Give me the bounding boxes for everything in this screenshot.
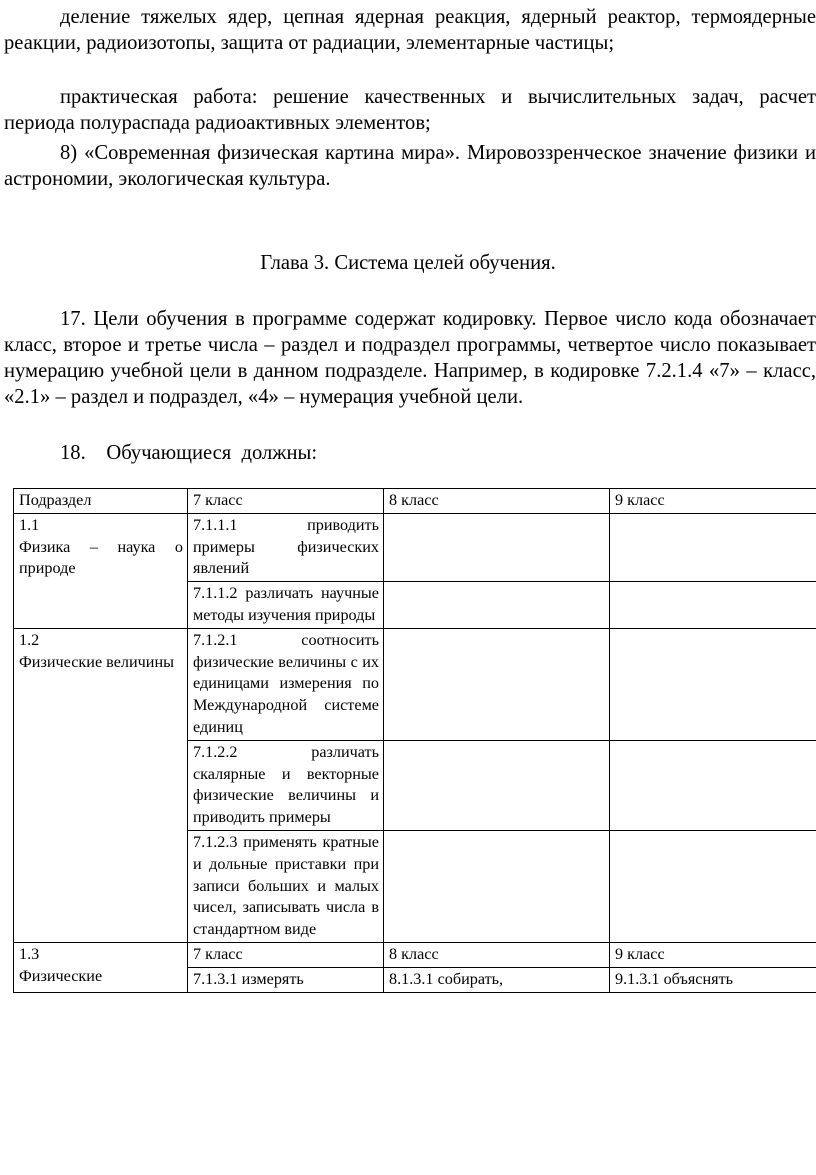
subsection-1-1: [14, 513, 188, 628]
empty-cell: [384, 582, 610, 629]
goal-7-1-2-1: 7.1.2.1 соотносить физические величины с их единицами измерения по Международной системе единиц: [188, 628, 384, 740]
header-grade-7: 7 класс: [188, 489, 384, 514]
empty-cell: [610, 830, 816, 942]
subheader-grade-7: 7 класс: [188, 942, 384, 967]
subsection-name: Физика – наука о природе: [19, 537, 183, 578]
empty-cell: [384, 628, 610, 740]
subsection-1-3: [14, 942, 188, 992]
goal-9-1-3-1: 9.1.3.1 объяснять: [610, 967, 816, 992]
goal-7-1-2-3: 7.1.2.3 применять кратные и дольные приставки при записи больших и малых чисел, записывать числа в стандартном виде: [188, 830, 384, 942]
goal-7-1-3-1: 7.1.3.1 измерять: [188, 967, 384, 992]
table-row: [14, 942, 816, 967]
subsection-1-2: [14, 628, 188, 942]
learning-goals-table: [13, 488, 816, 993]
empty-cell: [384, 830, 610, 942]
subsection-name: Физические: [19, 966, 103, 985]
empty-cell: [610, 513, 816, 581]
header-grade-9: 9 класс: [610, 489, 816, 514]
empty-cell: [610, 740, 816, 830]
empty-cell: [610, 582, 816, 629]
empty-cell: [384, 513, 610, 581]
paragraph-nuclear-topics: деление тяжелых ядер, цепная ядерная реакция, ядерный реактор, термоядерные реакции, радиоизотопы, защита от радиации, элементарные частицы;: [4, 6, 816, 54]
subsection-code: 1.2: [19, 630, 40, 649]
subsection-code: 1.1: [19, 515, 40, 534]
subheader-grade-9: 9 класс: [610, 942, 816, 967]
subsection-code: 1.3: [19, 944, 40, 963]
table-row: [14, 513, 816, 581]
header-subsection: Подраздел: [14, 489, 188, 514]
paragraph-practical-work: практическая работа: решение качественных и вычислительных задач, расчет периода полураспада радиоактивных элементов;: [4, 86, 816, 134]
goal-7-1-1-1: 7.1.1.1 приводить примеры физических явлений: [188, 513, 384, 581]
table-header-row: [14, 489, 816, 514]
goal-7-1-2-2: 7.1.2.2 различать скалярные и векторные физические величины и приводить примеры: [188, 740, 384, 830]
empty-cell: [610, 628, 816, 740]
chapter-title: Глава 3. Система целей обучения.: [260, 252, 556, 274]
paragraph-modern-physics: 8) «Современная физическая картина мира». Мировоззренческое значение физики и астрономии, экологическая культура.: [4, 142, 816, 190]
subheader-grade-8: 8 класс: [384, 942, 610, 967]
goal-7-1-1-2: 7.1.1.2 различать научные методы изучения природы: [188, 582, 384, 629]
paragraph-18-learners-must: 18. Обучающиеся должны:: [60, 442, 318, 464]
empty-cell: [384, 740, 610, 830]
table-row: [14, 628, 816, 740]
subsection-name: Физические величины: [19, 652, 174, 671]
paragraph-17-goal-coding: 17. Цели обучения в программе содержат кодировку. Первое число кода обозначает класс, второе и третье числа – раздел и подраздел программы, четвертое число показывает нумерацию учебной цели в данном подразделе. Например, в кодировке 7.2.1.4 «7» – класс, «2.1» – раздел и подраздел, «4» – нумерация учебной цели.: [4, 308, 816, 408]
header-grade-8: 8 класс: [384, 489, 610, 514]
goal-8-1-3-1: 8.1.3.1 собирать,: [384, 967, 610, 992]
